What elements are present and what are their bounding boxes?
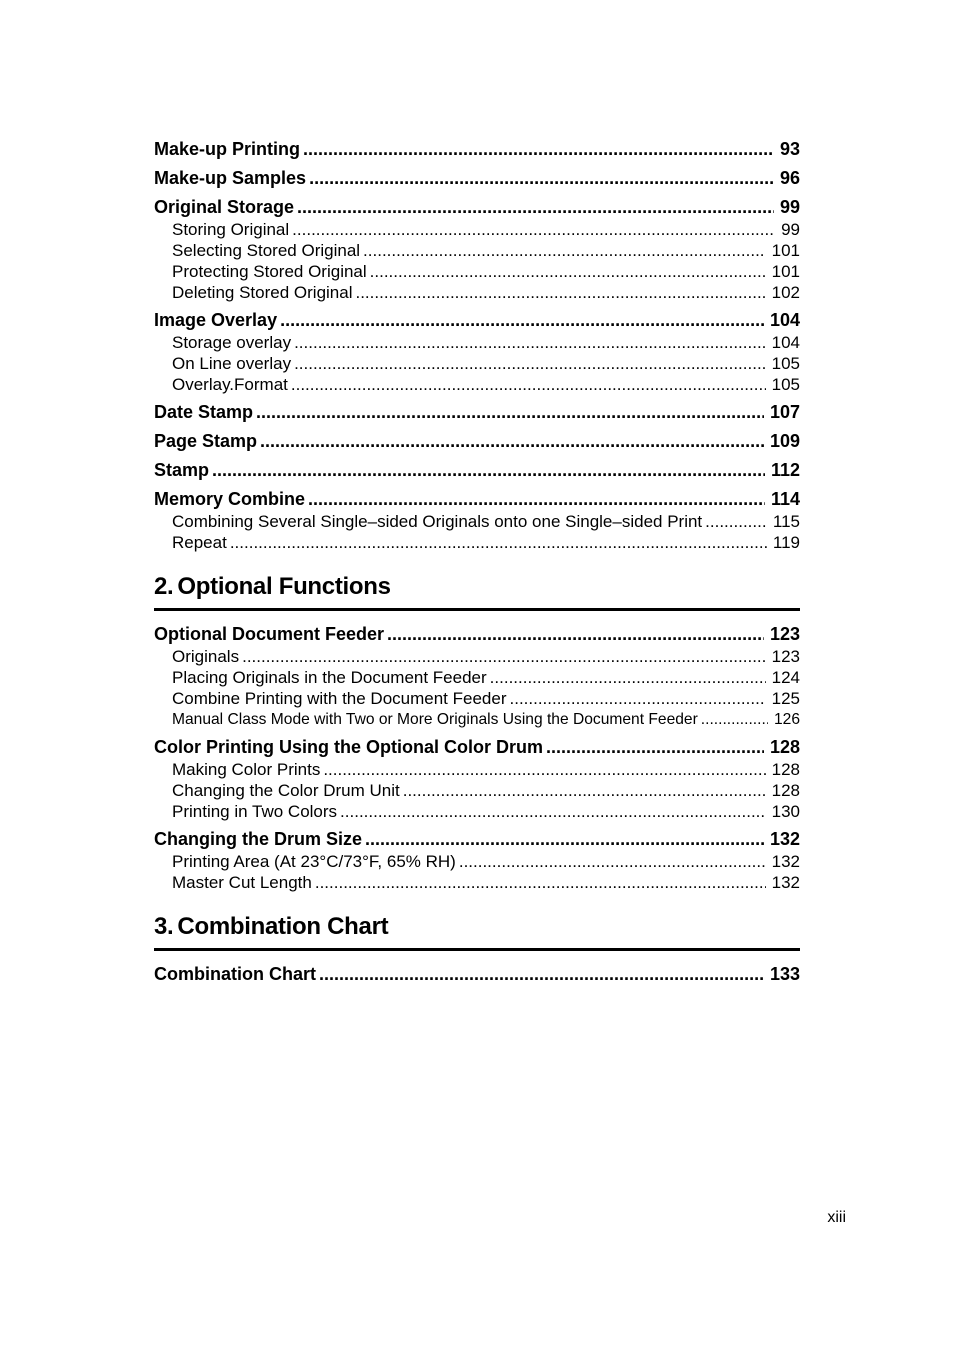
entry-title: Deleting Stored Original <box>172 283 353 302</box>
toc-subentry[interactable] <box>154 282 800 303</box>
entry-title: Making Color Prints <box>172 760 321 779</box>
entry-title: Page Stamp <box>154 431 258 451</box>
entry-page-number: 128 <box>771 781 800 800</box>
entry-page-number: 104 <box>769 310 800 330</box>
entry-title: Storing Original <box>172 220 290 239</box>
dot-leader <box>403 780 766 801</box>
entry-title: Overlay.Format <box>172 375 288 394</box>
entry-title: Selecting Stored Original <box>172 241 361 260</box>
dot-leader <box>260 429 764 453</box>
entry-title: Combining Several Single–sided Originals onto one Single–sided Print <box>172 512 703 531</box>
entry-title: Original Storage <box>154 197 295 217</box>
entry-page-number: 123 <box>771 647 800 666</box>
entry-page-number: 128 <box>769 737 800 757</box>
dot-leader <box>319 962 764 986</box>
entry-title: Color Printing Using the Optional Color Drum <box>154 737 543 757</box>
entry-title: Optional Document Feeder <box>154 624 385 644</box>
entry-page-number: 107 <box>769 402 800 422</box>
toc-entry[interactable] <box>154 458 800 482</box>
chapter-number: 2. <box>154 573 174 600</box>
entry-title: Image Overlay <box>154 310 278 330</box>
entry-page-number: 112 <box>770 460 800 480</box>
dot-leader <box>309 166 774 190</box>
entry-title: Stamp <box>154 460 210 480</box>
toc-entry[interactable] <box>154 195 800 219</box>
entry-page-number: 109 <box>769 431 800 451</box>
toc-entry[interactable] <box>154 166 800 190</box>
entry-page-number: 93 <box>779 139 800 159</box>
entry-page-number: 99 <box>781 220 800 239</box>
entry-page-number: 105 <box>771 375 800 394</box>
entry-title: Placing Originals in the Document Feeder <box>172 668 487 687</box>
toc-subentry[interactable] <box>154 667 800 688</box>
entry-title: Date Stamp <box>154 402 254 422</box>
toc-entry[interactable] <box>154 962 800 986</box>
dot-leader <box>323 759 765 780</box>
entry-page-number: 101 <box>771 262 800 281</box>
toc-subentry[interactable] <box>154 646 800 667</box>
entry-title: Printing Area (At 23°C/73°F, 65% RH) <box>172 852 456 871</box>
entry-title: Manual Class Mode with Two or More Originals Using the Document Feeder <box>172 711 698 728</box>
toc-subentry[interactable] <box>154 780 800 801</box>
chapter-number: 3. <box>154 913 174 940</box>
toc-subentry[interactable] <box>154 332 800 353</box>
entry-title: Make-up Printing <box>154 139 301 159</box>
toc-subentry[interactable] <box>154 240 800 261</box>
dot-leader <box>297 195 774 219</box>
dot-leader <box>242 646 766 667</box>
dot-leader <box>303 137 774 161</box>
entry-page-number: 132 <box>771 873 800 892</box>
table-of-contents <box>154 137 800 986</box>
chapter-title: Combination Chart <box>177 913 389 940</box>
dot-leader <box>292 219 775 240</box>
toc-subentry[interactable] <box>154 511 800 532</box>
entry-page-number: 126 <box>773 711 800 728</box>
toc-subentry[interactable] <box>154 374 800 395</box>
toc-subentry[interactable] <box>154 709 800 730</box>
entry-title: Combination Chart <box>154 964 316 984</box>
entry-page-number: 99 <box>779 197 800 217</box>
dot-leader <box>294 332 766 353</box>
entry-title: Master Cut Length <box>172 873 312 892</box>
toc-entry[interactable] <box>154 622 800 646</box>
toc-entry[interactable] <box>154 400 800 424</box>
dot-leader <box>370 261 766 282</box>
entry-title: Memory Combine <box>154 489 306 509</box>
toc-subentry[interactable] <box>154 872 800 893</box>
dot-leader <box>490 667 766 688</box>
toc-entry[interactable] <box>154 827 800 851</box>
dot-leader <box>280 308 764 332</box>
dot-leader <box>294 353 766 374</box>
dot-leader <box>291 374 766 395</box>
entry-title: On Line overlay <box>172 354 292 373</box>
toc-subentry[interactable] <box>154 532 800 553</box>
entry-title: Storage overlay <box>172 333 292 352</box>
dot-leader <box>510 688 766 709</box>
chapter-heading <box>154 573 800 611</box>
entry-page-number: 114 <box>770 489 800 509</box>
dot-leader <box>308 487 765 511</box>
dot-leader <box>705 511 767 532</box>
dot-leader <box>256 400 764 424</box>
entry-title: Make-up Samples <box>154 168 307 188</box>
toc-subentry[interactable] <box>154 759 800 780</box>
toc-subentry[interactable] <box>154 801 800 822</box>
chapter-title: Optional Functions <box>177 573 391 600</box>
entry-page-number: 132 <box>771 852 800 871</box>
entry-title: Changing the Color Drum Unit <box>172 781 400 800</box>
entry-page-number: 115 <box>772 512 800 531</box>
page-number: xiii <box>827 1209 846 1226</box>
toc-subentry[interactable] <box>154 219 800 240</box>
entry-title: Repeat <box>172 533 227 552</box>
entry-page-number: 130 <box>771 802 800 821</box>
dot-leader <box>459 851 766 872</box>
entry-title: Originals <box>172 647 240 666</box>
toc-entry[interactable] <box>154 429 800 453</box>
toc-entry[interactable] <box>154 735 800 759</box>
entry-page-number: 104 <box>771 333 800 352</box>
toc-entry[interactable] <box>154 308 800 332</box>
entry-page-number: 119 <box>772 533 800 552</box>
toc-subentry[interactable] <box>154 851 800 872</box>
dot-leader <box>212 458 765 482</box>
dot-leader <box>387 622 764 646</box>
dot-leader <box>315 872 766 893</box>
entry-page-number: 105 <box>771 354 800 373</box>
dot-leader <box>230 532 767 553</box>
entry-title: Changing the Drum Size <box>154 829 363 849</box>
entry-title: Printing in Two Colors <box>172 802 338 821</box>
chapter-heading <box>154 913 800 951</box>
entry-page-number: 132 <box>769 829 800 849</box>
entry-page-number: 125 <box>771 689 800 708</box>
dot-leader <box>701 709 768 730</box>
entry-page-number: 124 <box>771 668 800 687</box>
entry-page-number: 101 <box>771 241 800 260</box>
entry-page-number: 102 <box>771 283 800 302</box>
toc-entry[interactable] <box>154 137 800 161</box>
entry-page-number: 123 <box>769 624 800 644</box>
entry-page-number: 133 <box>769 964 800 984</box>
entry-page-number: 128 <box>771 760 800 779</box>
toc-subentry[interactable] <box>154 688 800 709</box>
dot-leader <box>546 735 764 759</box>
dot-leader <box>365 827 764 851</box>
dot-leader <box>340 801 766 822</box>
entry-title: Protecting Stored Original <box>172 262 367 281</box>
dot-leader <box>355 282 765 303</box>
toc-subentry[interactable] <box>154 261 800 282</box>
toc-subentry[interactable] <box>154 353 800 374</box>
entry-title: Combine Printing with the Document Feeder <box>172 689 507 708</box>
dot-leader <box>363 240 766 261</box>
toc-entry[interactable] <box>154 487 800 511</box>
entry-page-number: 96 <box>779 168 800 188</box>
